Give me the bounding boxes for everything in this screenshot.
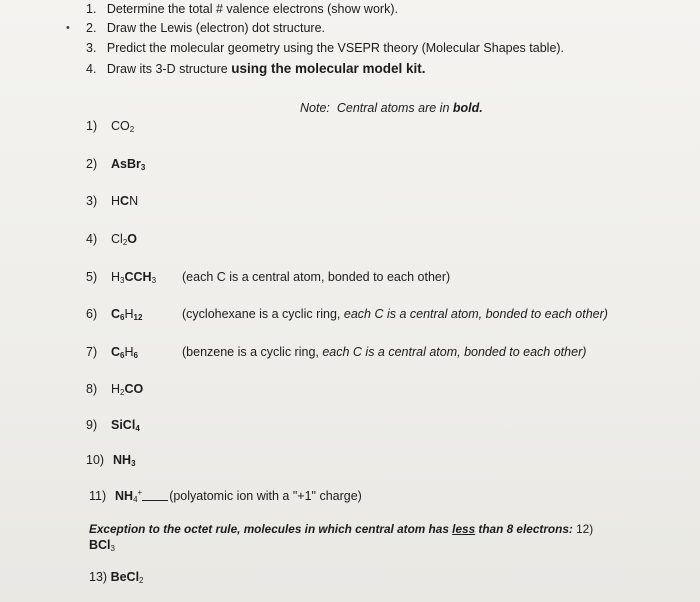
item-number: 4)	[86, 232, 98, 246]
formula-asbr3: AsBr$_3$	[111, 157, 146, 172]
exception-text: Exception to the octet rule, molecules in which central atom has less than 8 electrons: 12)	[89, 522, 594, 536]
formula-co2: $CO_2$	[111, 119, 135, 134]
item-number: 8)	[86, 382, 98, 396]
formula-h3cch3: $H_3CCH_3$	[111, 270, 157, 285]
formula-c6h12: $C_6H_{12}$	[111, 307, 143, 322]
item-number: 9)	[86, 418, 98, 432]
description-item-5: (each C is a central atom, bonded to each other)	[182, 270, 451, 284]
formula-nh3: $NH_3$	[113, 453, 136, 468]
bullet-mark: •	[66, 22, 70, 34]
note: Note: Central atoms are in bold.	[300, 101, 483, 115]
formula-nh4-ion: $NH_4^+$ (polyatomic ion with a "+1" charge)	[115, 488, 362, 504]
instruction-4: 4. Draw its 3-D structure using the molecular model kit.	[86, 61, 426, 76]
formula-sicl4: SiCl$_4$	[111, 418, 140, 433]
item-number: 1)	[86, 119, 98, 133]
instruction-2: 2. Draw the Lewis (electron) dot structure.	[86, 21, 325, 35]
formula-cl2o: $Cl_2O$	[111, 232, 137, 247]
description-item-6: (cyclohexane is a cyclic ring, each C is a central atom, bonded to each other)	[182, 307, 608, 321]
formula-bcl3: BCl$_3$	[89, 538, 115, 553]
formula-c6h6: $C_6H_6$	[111, 345, 138, 360]
item-number: 3)	[86, 194, 98, 208]
instruction-3: 3. Predict the molecular geometry using the VSEPR theory (Molecular Shapes table).	[86, 41, 565, 55]
item-number: 11)	[89, 489, 107, 503]
item-number: 10)	[86, 453, 105, 467]
formula-h2co: $H_2CO$	[111, 382, 144, 397]
item-number: 6)	[86, 307, 98, 321]
description-item-7: (benzene is a cyclic ring, each C is a central atom, bonded to each other)	[182, 345, 587, 359]
item-number: 7)	[86, 345, 98, 359]
instruction-1: 1. Determine the total # valence electrons (show work).	[86, 2, 398, 16]
item-13: 13) BeCl$_2$	[89, 570, 144, 585]
answer-blank	[142, 490, 168, 501]
item-number: 2)	[86, 157, 98, 171]
item-number: 5)	[86, 270, 98, 284]
formula-hcn: HCN	[111, 194, 139, 208]
